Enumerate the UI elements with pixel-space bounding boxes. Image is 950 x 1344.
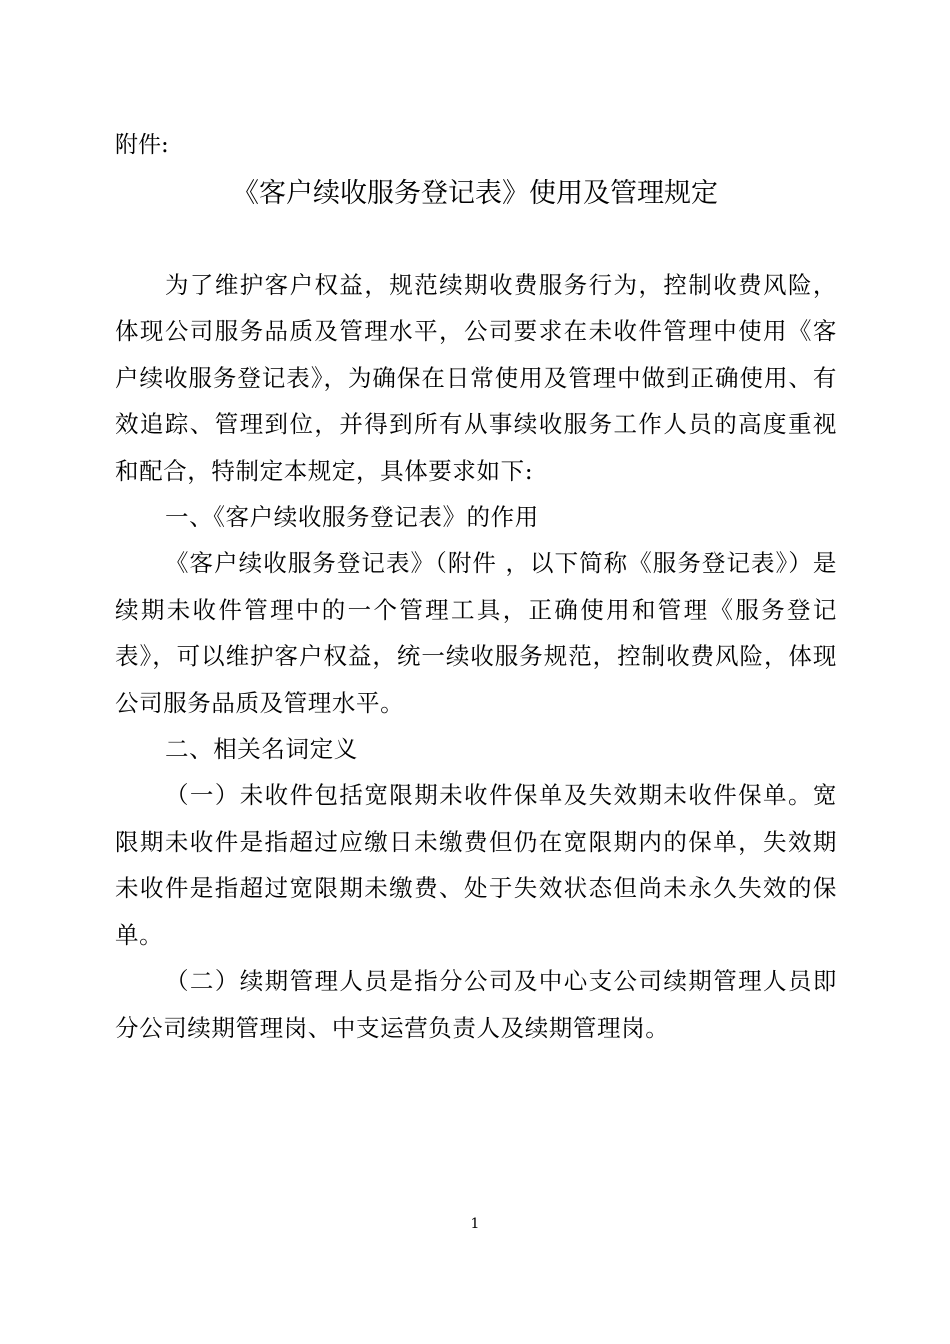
- purpose-paragraph: 《客户续收服务登记表》（附件 ，以下简称《服务登记表》）是续期未收件管理中的一个管理工具，正确使用和管理《服务登记表》，可以维护客户权益，统一续收服务规范，控制收费风险，体现公司服务品质及管理水平。: [115, 549, 837, 717]
- intro-paragraph: 为了维护客户权益，规范续期收费服务行为，控制收费风险，体现公司服务品质及管理水平，公司要求在未收件管理中使用《客户续收服务登记表》，为确保在日常使用及管理中做到正确使用、有效追踪、管理到位，并得到所有从事续收服务工作人员的高度重视和配合，特制定本规定，具体要求如下:: [115, 271, 837, 485]
- definition-paragraph-2: （二）续期管理人员是指分公司及中心支公司续期管理人员即分公司续期管理岗、中支运营负责人及续期管理岗。: [115, 967, 837, 1042]
- page-number: 1: [470, 1216, 480, 1232]
- document-body: [115, 262, 837, 1051]
- section-heading-definitions: 二、相关名词定义: [165, 735, 358, 764]
- attachment-label: 附件:: [115, 132, 169, 158]
- document-title: 《客户续收服务登记表》使用及管理规定: [232, 178, 718, 209]
- section-heading-purpose: 一、《客户续收服务登记表》的作用: [165, 503, 539, 532]
- definition-paragraph-1: （一）未收件包括宽限期未收件保单及失效期未收件保单。宽限期未收件是指超过应缴日未缴费但仍在宽限期内的保单，失效期未收件是指超过宽限期未缴费、处于失效状态但尚未永久失效的保单。: [115, 781, 837, 949]
